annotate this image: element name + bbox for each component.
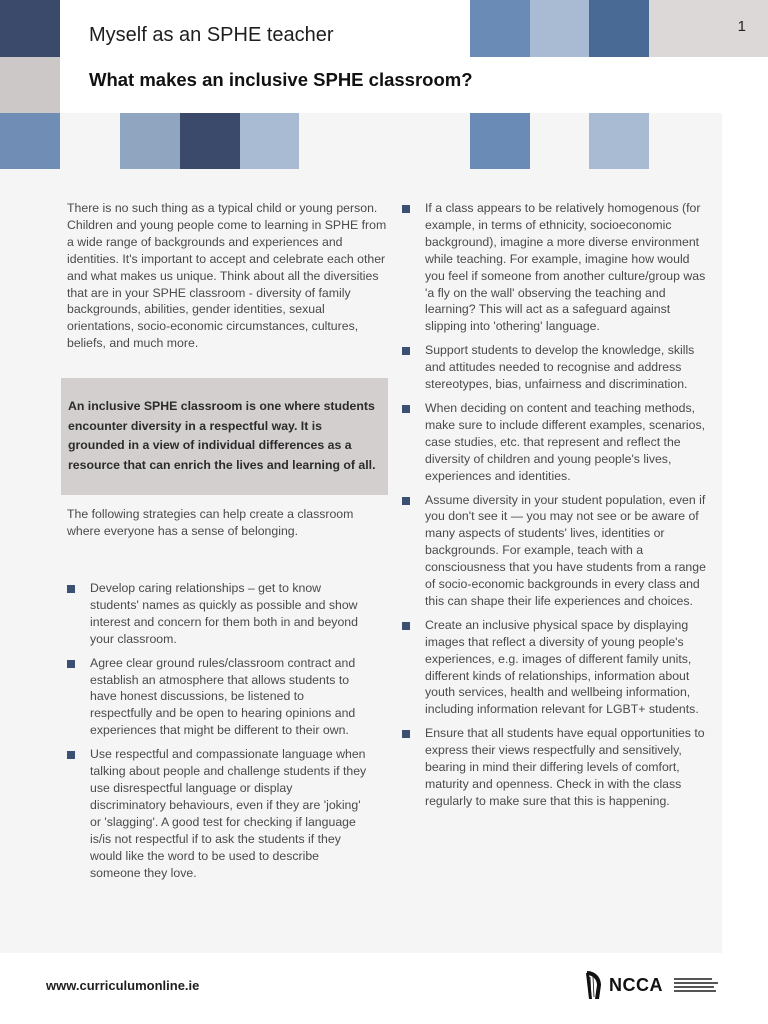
decor-square [0, 113, 60, 169]
square-bullet-icon [402, 347, 410, 355]
left-strategy-list [67, 580, 367, 888]
decor-square [589, 113, 649, 169]
list-item [67, 580, 367, 648]
page-number: 1 [737, 18, 746, 35]
square-bullet-icon [67, 660, 75, 668]
decor-square [470, 0, 530, 57]
left-column-intro [67, 200, 387, 352]
square-bullet-icon [402, 405, 410, 413]
list-item-text: Support students to develop the knowledge, skills and attitudes needed to recognise and address stereotypes, bias, unfairness and discrimination. [425, 343, 695, 392]
footer-website-link[interactable]: www.curriculumonline.ie [46, 978, 200, 993]
right-strategy-list [402, 200, 712, 817]
list-item [402, 492, 712, 610]
intro-paragraph: There is no such thing as a typical child or young person. Children and young people come to learning in SPHE from a wide range of backgrounds and experiences and identities. It's important to accept and celebrate each other and what makes us unique. Think about all the diversities that are in your SPHE classroom - diversity of family backgrounds, abilities, gender identities, sexual orientations, socio-economic circumstances, cultures, beliefs, and much more. [67, 201, 387, 351]
list-item-text: Agree clear ground rules/classroom contract and establish an atmosphere that allows students to have honest discussions, be listened to respectfully and be open to hearing opinions and experiences that might be different to their own. [90, 655, 356, 738]
ncca-logo [583, 969, 718, 1003]
callout-box [61, 378, 388, 495]
decor-square [530, 0, 589, 57]
decor-square [0, 0, 60, 57]
list-item-text: When deciding on content and teaching methods, make sure to include different examples, scenarios, case studies, etc. that represent and reflect the diversity of children and young people's lives, experiences and identities. [425, 400, 706, 483]
list-item-text: Ensure that all students have equal opportunities to express their views respectfully and sensitively, bearing in mind their differing levels of comfort, maturity and openness. Check in with the class regularly to make sure that this is happening. [425, 726, 705, 808]
square-bullet-icon [402, 730, 410, 738]
decor-square [120, 113, 180, 169]
list-item-text: Create an inclusive physical space by displaying images that reflect a diversity of young people's experiences, e.g. images of different family units, different kinds of relationships, information about youth services, health and wellbeing information, including information relevant for LGBT+ students. [425, 617, 699, 717]
strategies-intro-text: The following strategies can help create a classroom where everyone has a sense of belonging. [67, 507, 354, 538]
logo-tagline [674, 978, 718, 994]
list-item [402, 725, 712, 810]
list-item-text: Use respectful and compassionate language when talking about people and challenge students if they use disrespectful language or display discriminatory behaviours, even if they are 'joking' or 'slagging'. A good test for checking if language is/is not respectful if to ask the students if they would like the word to be used to describe someone they love. [90, 747, 367, 880]
list-item [402, 200, 712, 335]
list-item-text: Assume diversity in your student population, even if you don't see it — you may not see or be aware of many aspects of students' lives, identities or backgrounds. For example, teach with a consciousness that you have students from a range of socio-economic backgrounds in every class and this can shape their life experiences and choices. [425, 492, 706, 608]
square-bullet-icon [402, 205, 410, 213]
callout-text: An inclusive SPHE classroom is one where students encounter diversity in a respectful way. It is grounded in a view of individual differences as a resource that can enrich the lives and learning of all. [68, 399, 376, 472]
page-heading: What makes an inclusive SPHE classroom? [89, 69, 473, 90]
list-item [402, 617, 712, 718]
list-item-text: If a class appears to be relatively homogenous (for example, in terms of ethnicity, socioeconomic background), imagine a more diverse environment while teaching. For example, imagine how would you feel if someone from another culture/group was 'a fly on the wall' observing the teaching and learning? This will act as a safeguard against slipping into 'othering' language. [425, 201, 706, 334]
list-item [402, 342, 712, 393]
harp-icon [583, 969, 603, 1001]
square-bullet-icon [67, 751, 75, 759]
document-title: Myself as an SPHE teacher [89, 24, 334, 46]
strategies-intro [67, 506, 367, 540]
list-item-text: Develop caring relationships – get to know students' names as quickly as possible and show interest and concern for them both in and beyond your classroom. [90, 581, 358, 646]
logo-wordmark: NCCA [609, 975, 663, 995]
decor-square [649, 0, 768, 57]
list-item [67, 655, 367, 740]
decor-square [589, 0, 649, 57]
decor-square [470, 113, 530, 169]
decor-square [240, 113, 299, 169]
decor-square [0, 57, 60, 113]
list-item [67, 746, 367, 881]
square-bullet-icon [402, 497, 410, 505]
square-bullet-icon [402, 622, 410, 630]
decor-square [180, 113, 240, 169]
list-item [402, 400, 712, 485]
square-bullet-icon [67, 585, 75, 593]
